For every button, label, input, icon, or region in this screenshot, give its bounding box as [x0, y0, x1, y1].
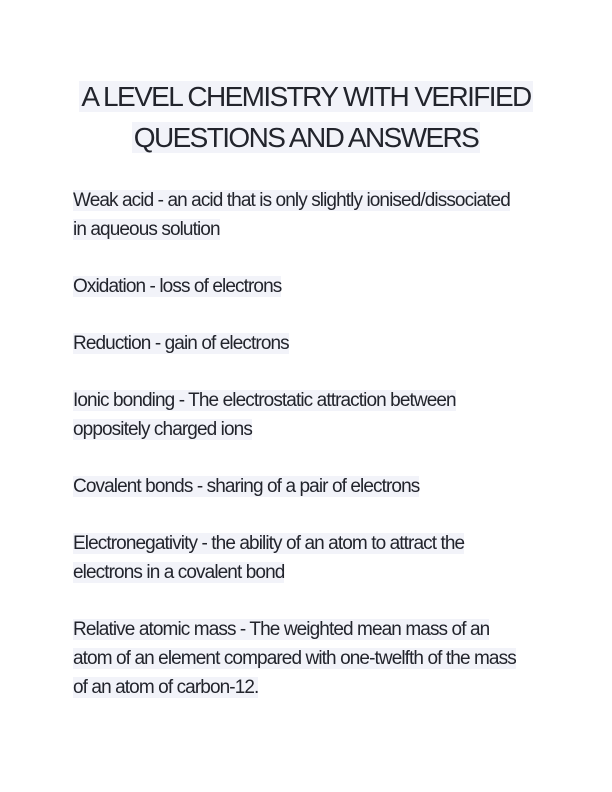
definition-text: Reduction - gain of electrons — [73, 333, 289, 354]
definition-relative-atomic-mass — [73, 615, 523, 702]
document-title — [0, 76, 612, 158]
definition-text: Weak acid - an acid that is only slightly ionised/dissociated in aqueous solution — [73, 190, 510, 240]
definition-electronegativity — [73, 529, 523, 587]
definition-text: Oxidation - loss of electrons — [73, 276, 282, 297]
definition-ionic-bonding — [73, 386, 523, 444]
definition-text: Ionic bonding - The electrostatic attraction between oppositely charged ions — [73, 390, 456, 440]
definition-text: Relative atomic mass - The weighted mean mass of an atom of an element compared with one-twelfth of the mass of an atom of carbon-12. — [73, 619, 516, 698]
definition-weak-acid — [73, 186, 523, 244]
definition-text: Electronegativity - the ability of an atom to attract the electrons in a covalent bond — [73, 533, 465, 583]
title-line-1: A LEVEL CHEMISTRY WITH VERIFIED — [81, 81, 531, 112]
definition-text: Covalent bonds - sharing of a pair of electrons — [73, 476, 420, 497]
title-line-2: QUESTIONS AND ANSWERS — [133, 122, 479, 153]
definition-reduction — [73, 329, 523, 358]
definition-list — [73, 186, 523, 730]
definition-oxidation — [73, 272, 523, 301]
definition-covalent-bonds — [73, 472, 523, 501]
